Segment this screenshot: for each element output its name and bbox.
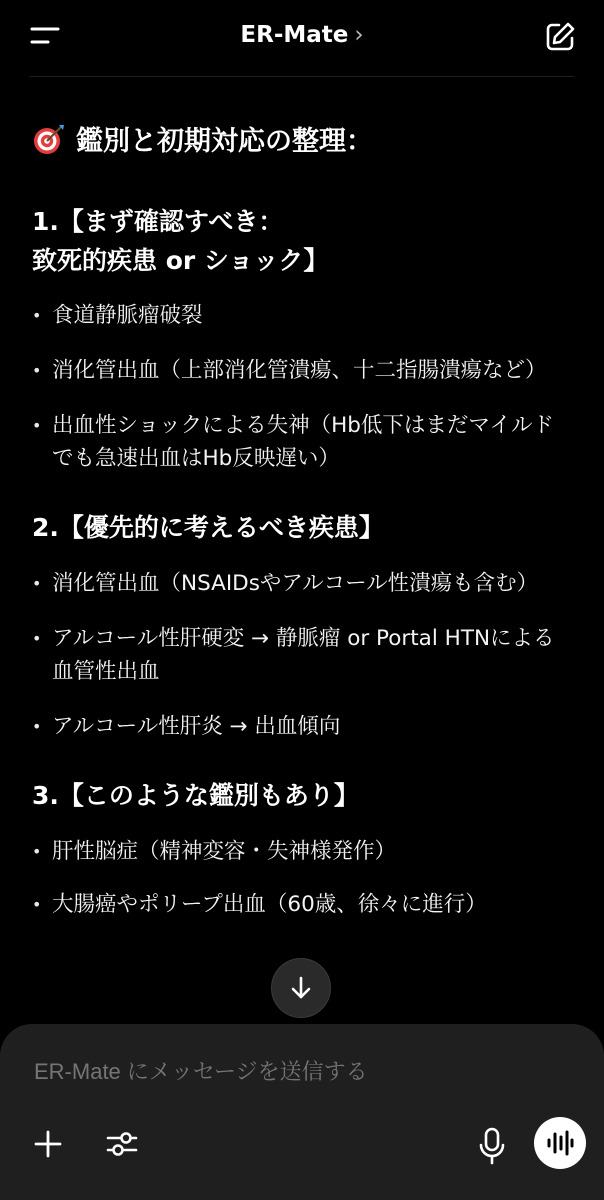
voice-waveform-icon — [545, 1128, 575, 1158]
microphone-icon — [477, 1126, 507, 1166]
heading-text: 鑑別と初期対応の整理： — [76, 126, 373, 157]
section-2-list — [32, 567, 572, 743]
assistant-message — [32, 120, 572, 921]
header-divider — [30, 76, 574, 77]
section-2-title: 2.【優先的に考えるべき疾患】 — [32, 513, 384, 542]
list-item: • 大腸癌やポリープ出血（60歳、徐々に進行） — [32, 888, 572, 921]
list-item: • 出血性ショックによる失神（Hb低下はまだマイルドでも急速出血はHb反映遅い） — [32, 409, 572, 475]
chat-title: ER-Mate — [240, 22, 349, 48]
section-1-title: 1.【まず確認すべき： 致死的疾患 or ショック】 — [32, 207, 329, 275]
chevron-right-icon: › — [354, 22, 364, 48]
message-input[interactable] — [32, 1054, 576, 1090]
list-item: • 消化管出血（上部消化管潰瘍、十二指腸潰瘍など） — [32, 354, 572, 387]
message-composer — [0, 1024, 604, 1200]
section-1-list — [32, 299, 572, 475]
sliders-icon — [105, 1127, 139, 1161]
tools-button[interactable] — [102, 1124, 142, 1164]
list-item: • アルコール性肝炎 → 出血傾向 — [32, 710, 572, 743]
dictate-button[interactable] — [472, 1124, 512, 1168]
arrow-down-icon — [288, 975, 314, 1001]
scroll-to-bottom-button[interactable] — [271, 958, 331, 1018]
list-item: • 肝性脳症（精神変容・失神様発作） — [32, 835, 572, 868]
chat-title-button[interactable] — [0, 18, 604, 52]
target-icon — [32, 122, 66, 156]
voice-mode-button[interactable] — [534, 1117, 586, 1169]
add-attachment-button[interactable] — [28, 1124, 68, 1164]
top-bar — [0, 0, 604, 70]
list-item: • アルコール性肝硬変 → 静脈瘤 or Portal HTNによる血管性出血 — [32, 622, 572, 688]
edit-icon[interactable] — [543, 20, 577, 54]
list-item: • 消化管出血（NSAIDsやアルコール性潰瘍も含む） — [32, 567, 572, 600]
message-heading — [32, 120, 572, 164]
section-3-list — [32, 835, 572, 921]
section-3-title: 3.【このような鑑別もあり】 — [32, 781, 359, 810]
list-item: • 食道静脈瘤破裂 — [32, 299, 572, 332]
plus-icon — [32, 1128, 64, 1160]
